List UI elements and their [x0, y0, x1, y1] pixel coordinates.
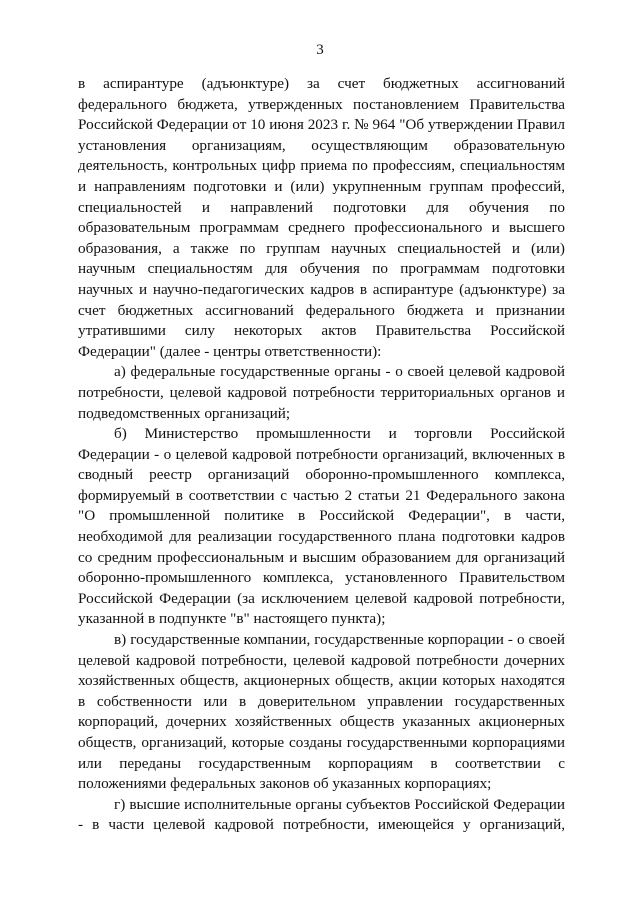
paragraph-item-b: б) Министерство промышленности и торговли Российской Федерации - о целевой кадровой потребности организаций, включенных в сводный реестр организаций оборонно-промышленного комплекса, формируемый в соответствии с частью 2 статьи 21 Федерального закона "О промышленной политике в Российской Федерации", в части, необходимой для реализации государственного плана подготовки кадров со средним профессиональным и высшим образованием для организаций оборонно-промышленного комплекса, установленного Правительством Российской Федерации (за исключением целевой кадровой потребности, указанной в подпункте "в" настоящего пункта);: [78, 425, 565, 628]
paragraph-intro-continuation: в аспирантуре (адъюнктуре) за счет бюджетных ассигнований федерального бюджета, утвержденных постановлением Правительства Российской Федерации от 10 июня 2023 г. № 964 "Об утверждении Правил установления организациям, осуществляющим образовательную деятельность, контрольных цифр приема по профессиям, специальностям и направлениям подготовки и (или) укрупненным группам профессий, специальностей и направлений подготовки для обучения по образовательным программам среднего профессионального и высшего образования, а также по группам научных специальностей и (или) научным специальностям для обучения по программам подготовки научных и научно-педагогических кадров в аспирантуре (адъюнктуре) за счет бюджетных ассигнований федерального бюджета и признании утратившими силу некоторых актов Правительства Российской Федерации" (далее - центры ответственности):: [78, 75, 565, 360]
paragraph-item-g: г) высшие исполнительные органы субъектов Российской Федерации - в части целевой кадровой потребности, имеющейся у организаций,: [78, 795, 565, 834]
document-body: [78, 74, 565, 836]
page-number: 3: [316, 42, 324, 58]
paragraph-item-a: а) федеральные государственные органы - о своей целевой кадровой потребности, целевой кадровой потребности территориальных органов и подведомственных организаций;: [78, 363, 565, 422]
paragraph-item-v: в) государственные компании, государственные корпорации - о своей целевой кадровой потребности, целевой кадровой потребности дочерних хозяйственных обществ, акционерных обществ, акции которых находятся в собственности или в доверительном управлении государственных корпораций, дочерних хозяйственных обществ указанных акционерных обществ, организаций, которые созданы государственными корпорациями или переданы государственным корпорациям в соответствии с положениями федеральных законов об указанных корпорациях;: [78, 631, 565, 793]
